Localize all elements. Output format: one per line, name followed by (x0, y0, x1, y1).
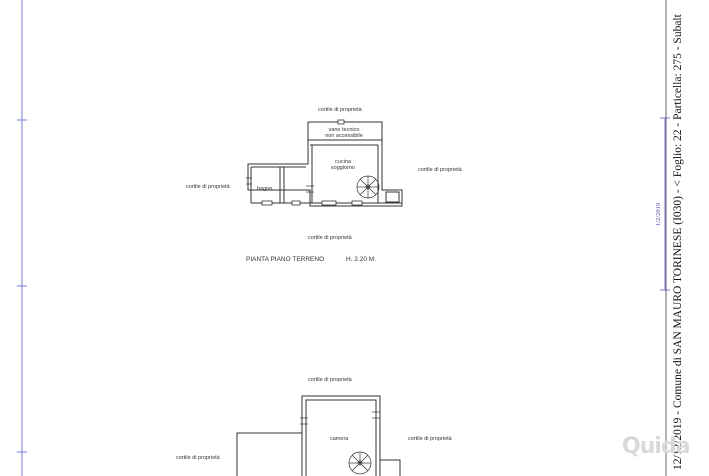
label-courtyard-west-2: cortile di proprietà (176, 455, 220, 461)
label-kitchen-living: cucina soggiorno (330, 159, 356, 171)
label-courtyard-east-2: cortile di proprietà (408, 436, 452, 442)
spiral-staircase-icon (349, 452, 371, 474)
label-courtyard-west: cortile di proprietà (186, 184, 230, 190)
label-courtyard-south: cortile di proprietà (308, 235, 352, 241)
watermark-logo: Quida (622, 434, 690, 459)
registration-stamp: 1/2/2019 (655, 202, 662, 226)
plan-title: PIANTA PIANO TERRENO (246, 256, 325, 263)
label-bedroom: camera (330, 436, 349, 442)
label-courtyard-north-2: cortile di proprietà (308, 377, 352, 383)
plan-height: H. 2.20 M. (346, 256, 376, 263)
label-technical-room: vano tecnico non accessibile (325, 127, 363, 139)
label-courtyard-north: cortile di proprietà (318, 107, 362, 113)
cadastral-reference: 12/12/2019 - Comune di SAN MAURO TORINESE (I030) - < Foglio: 22 - Particella: 275 - Subalt (672, 14, 684, 470)
label-bathroom: bagno (257, 186, 273, 192)
label-courtyard-east: cortile di proprietà (418, 167, 462, 173)
